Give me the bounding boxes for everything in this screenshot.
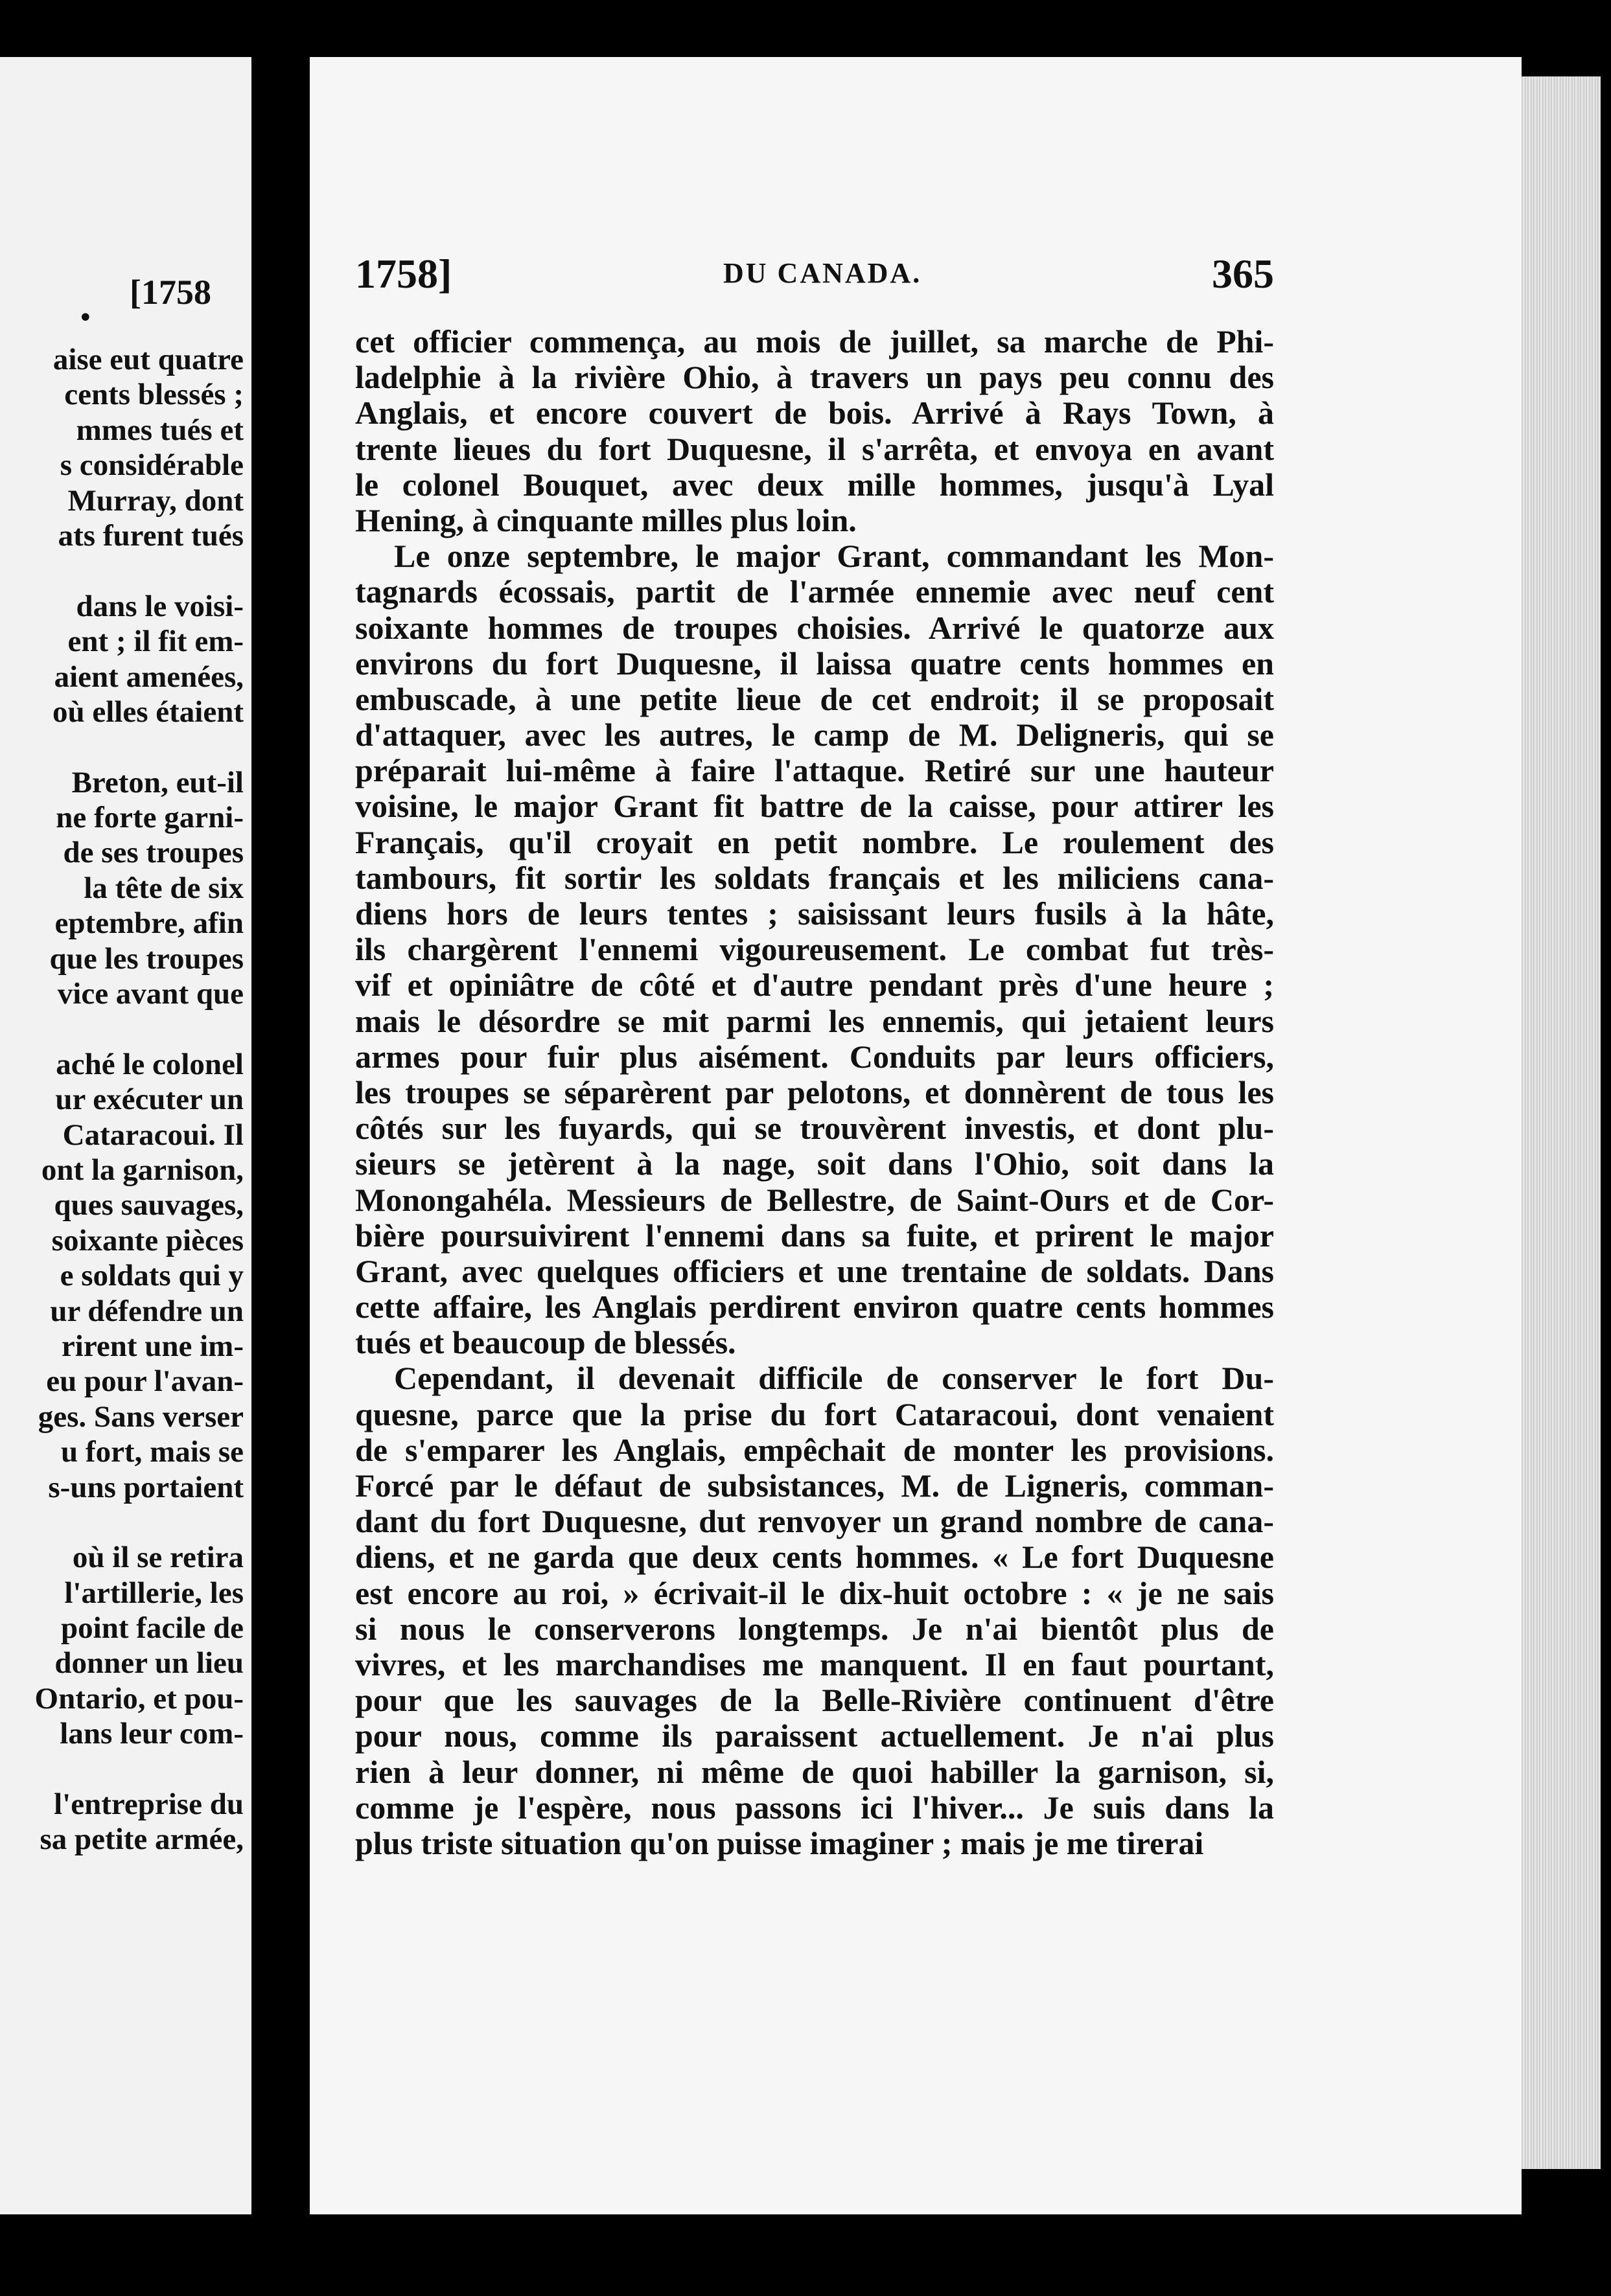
previous-page-line: où il se retira	[72, 1541, 244, 1575]
text-line: ladelphie à la rivière Ohio, à travers un pays peu connu des	[355, 359, 1274, 396]
previous-page-line: point facile de	[61, 1611, 244, 1646]
text-line: pour que les sauvages de la Belle-Rivière continuent d'être	[355, 1682, 1274, 1719]
text-line: cet officier commença, au mois de juillet, sa marche de Phi-	[355, 323, 1274, 360]
previous-page-line: que les troupes	[49, 941, 244, 976]
running-header	[355, 250, 1274, 295]
header-year: 1758]	[355, 251, 452, 297]
previous-page-dot: •	[78, 303, 93, 333]
previous-page-line: ats furent tués	[58, 518, 244, 553]
previous-page-line: ent ; il fit em-	[67, 625, 244, 659]
paragraph	[355, 324, 1274, 538]
page-number: 365	[1212, 251, 1274, 297]
previous-page-line	[0, 729, 244, 764]
previous-page-line: ont la garnison,	[41, 1153, 244, 1187]
text-line: soixante hommes de troupes choisies. Arrivé le quatorze aux	[355, 609, 1274, 646]
previous-page-line: e soldats qui y	[60, 1259, 244, 1293]
text-line: vivres, et les marchandises me manquent. Il en faut pourtant,	[355, 1646, 1274, 1682]
text-line: diens, et ne garda que deux cents hommes. « Le fort Duquesne	[355, 1539, 1274, 1576]
previous-page-line: eptembre, afin	[54, 906, 244, 941]
text-line: vif et opiniâtre de côté et d'autre pendant près d'une heure ;	[355, 967, 1274, 1004]
previous-page-line: Ontario, et pou-	[34, 1681, 244, 1716]
previous-page-line: l'entreprise du	[54, 1787, 244, 1822]
previous-page-line: u fort, mais se	[61, 1435, 244, 1469]
text-line: voisine, le major Grant fit battre de la caisse, pour attirer les	[355, 788, 1274, 825]
previous-page-line: la tête de six	[84, 871, 244, 905]
previous-page-line: cents blessés ;	[64, 378, 244, 412]
text-line: Forcé par le défaut de subsistances, M. de Ligneris, comman-	[355, 1467, 1274, 1504]
text-line: Anglais, et encore couvert de bois. Arrivé à Rays Town, à	[355, 395, 1274, 431]
previous-page-line: dans le voisi-	[76, 589, 244, 623]
text-line: Monongahéla. Messieurs de Bellestre, de Saint-Ours et de Cor-	[355, 1181, 1274, 1218]
previous-page-line: mmes tués et	[76, 413, 244, 447]
text-line: embuscade, à une petite lieue de cet endroit; il se proposait	[355, 680, 1274, 717]
text-line: diens hors de leurs tentes ; saisissant leurs fusils à la hâte,	[355, 895, 1274, 932]
previous-page-line: Murray, dont	[67, 483, 244, 518]
text-line: pour nous, comme ils paraissent actuellement. Je n'ai plus	[355, 1717, 1274, 1754]
previous-page-line: Breton, eut-il	[71, 765, 244, 799]
previous-page-header: [1758	[130, 273, 211, 312]
previous-page-line: s-uns portaient	[48, 1470, 244, 1504]
text-line: environs du fort Duquesne, il laissa quatre cents hommes en	[355, 645, 1274, 682]
text-line: préparait lui-même à faire l'attaque. Retiré sur une hauteur	[355, 752, 1274, 789]
text-line: Grant, avec quelques officiers et une trentaine de soldats. Dans	[355, 1252, 1274, 1289]
previous-page-line	[0, 1505, 244, 1540]
previous-page-line: l'artillerie, les	[64, 1576, 244, 1610]
previous-page-line: aient amenées,	[54, 660, 244, 694]
previous-page-line: ur exécuter un	[55, 1083, 244, 1117]
previous-page-line: ne forte garni-	[56, 801, 244, 835]
text-line: Cependant, il devenait difficile de conserver le fort Du-	[394, 1360, 1274, 1397]
previous-page-line: ques sauvages,	[54, 1188, 244, 1223]
text-line: d'attaquer, avec les autres, le camp de M. Deligneris, qui se	[355, 717, 1274, 753]
header-title: DU CANADA.	[723, 257, 922, 289]
previous-page-line: aise eut quatre	[52, 343, 244, 376]
previous-page-line: soixante pièces	[51, 1223, 244, 1257]
previous-page-line	[0, 1011, 244, 1046]
text-line: comme je l'espère, nous passons ici l'hiver... Je suis dans la	[355, 1789, 1274, 1826]
text-line: est encore au roi, » écrivait-il le dix-huit octobre : « je ne sais	[355, 1574, 1274, 1611]
book-spine	[251, 45, 310, 2235]
text-line: Le onze septembre, le major Grant, commandant les Mon-	[394, 538, 1274, 575]
text-line: si nous le conserverons longtemps. Je n'ai bientôt plus de	[355, 1610, 1274, 1647]
previous-page-line: où elles étaient	[52, 695, 244, 729]
text-line: dant du fort Duquesne, dut renvoyer un grand nombre de cana-	[355, 1503, 1274, 1540]
paragraph	[355, 1360, 1274, 1861]
previous-page-line: ges. Sans verser	[38, 1399, 244, 1434]
text-line: les troupes se séparèrent par pelotons, et donnèrent de tous les	[355, 1073, 1274, 1110]
text-line: tambours, fit sortir les soldats français et les miliciens cana-	[355, 859, 1274, 896]
previous-page-line: ur défendre un	[50, 1294, 244, 1328]
text-line: tagnards écossais, partit de l'armée ennemie avec neuf cent	[355, 573, 1274, 610]
text-line: côtés sur les fuyards, qui se trouvèrent investis, et dont plu-	[355, 1110, 1274, 1147]
text-line: armes pour fuir plus aisément. Conduits par leurs officiers,	[355, 1038, 1274, 1075]
text-line: le colonel Bouquet, avec deux mille hommes, jusqu'à Lyal	[355, 466, 1274, 503]
text-line: ils chargèrent l'ennemi vigoureusement. Le combat fut très-	[355, 931, 1274, 968]
text-line: sieurs se jetèrent à la nage, soit dans l'Ohio, soit dans la	[355, 1145, 1274, 1182]
scan-border	[1601, 0, 1611, 2296]
previous-page-line: s considérable	[60, 448, 244, 483]
previous-page-line: lans leur com-	[60, 1717, 244, 1751]
previous-page	[0, 57, 251, 2214]
text-line: Français, qu'il croyait en petit nombre. Le roulement des	[355, 823, 1274, 860]
text-line: rien à leur donner, ni même de quoi habiller la garnison, si,	[355, 1753, 1274, 1790]
previous-page-line: donner un lieu	[54, 1646, 244, 1681]
previous-page-line	[0, 553, 244, 588]
text-line: cette affaire, les Anglais perdirent environ quatre cents hommes	[355, 1289, 1274, 1326]
text-line: tués et beaucoup de blessés.	[355, 1324, 736, 1361]
previous-page-line: de ses troupes	[63, 836, 244, 870]
text-line: mais le désordre se mit parmi les ennemis, qui jetaient leurs	[355, 1002, 1274, 1039]
paragraph	[355, 538, 1274, 1360]
page-edge	[1522, 76, 1601, 2169]
text-line: trente lieues du fort Duquesne, il s'arrêta, et envoya en avant	[355, 430, 1274, 467]
previous-page-line: aché le colonel	[56, 1047, 244, 1081]
page-body	[355, 324, 1274, 1861]
text-line: plus triste situation qu'on puisse imaginer ; mais je me tirerai	[355, 1824, 1204, 1861]
previous-page-line: rirent une im-	[61, 1329, 244, 1363]
text-line: quesne, parce que la prise du fort Cataracoui, dont venaient	[355, 1395, 1274, 1432]
previous-page-line: eu pour l'avan-	[46, 1364, 244, 1399]
text-line: de s'emparer les Anglais, empêchait de monter les provisions.	[355, 1431, 1274, 1468]
previous-page-line: vice avant que	[57, 977, 244, 1011]
previous-page-line: sa petite armée,	[40, 1822, 244, 1857]
text-line: Hening, à cinquante milles plus loin.	[355, 501, 857, 538]
previous-page-text	[0, 342, 244, 1857]
previous-page-line: Cataracoui. Il	[62, 1118, 244, 1152]
text-line: bière poursuivirent l'ennemi dans sa fuite, et prirent le major	[355, 1217, 1274, 1254]
previous-page-line	[0, 1752, 244, 1787]
